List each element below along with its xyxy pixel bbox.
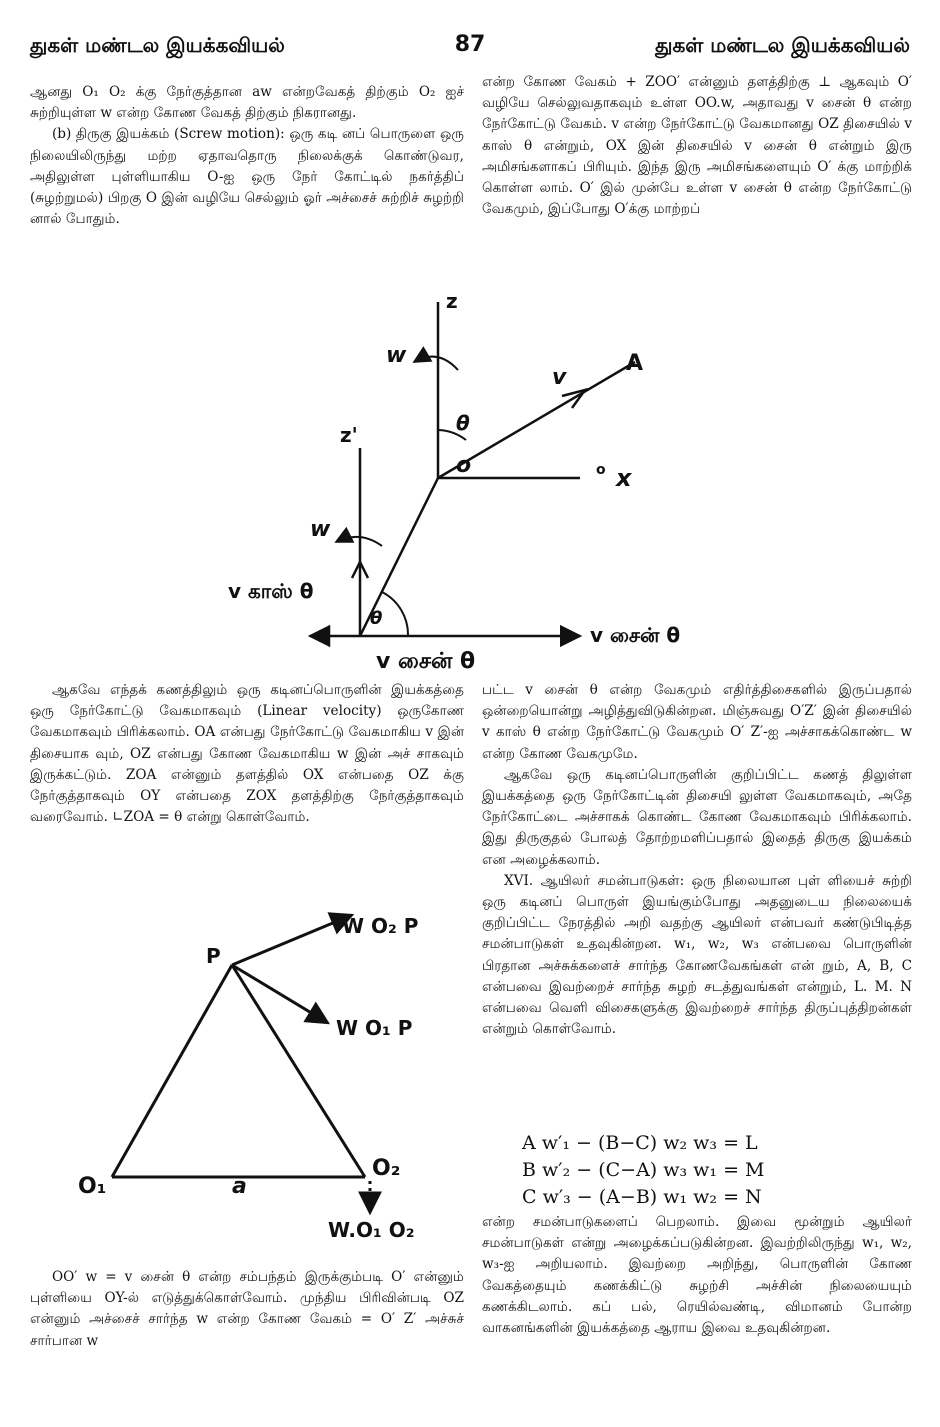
label-w-o1-o2: W.O₁ O₂: [328, 1218, 415, 1242]
label-theta-bottom: θ: [370, 608, 383, 629]
triangle-figure-svg: [60, 895, 450, 1250]
label-w-top: w: [386, 343, 407, 368]
running-header-right: துகள் மண்டல இயக்கவியல்: [655, 33, 910, 57]
right-column-mid: [482, 680, 912, 1040]
label-v-cos-theta: v காஸ் θ: [228, 579, 314, 603]
euler-equations: [522, 1130, 882, 1211]
label-a: A: [626, 351, 644, 376]
vector-w-o2-p: [232, 915, 352, 965]
side-p-o2: [232, 965, 365, 1177]
paragraph-screw-summary: ஆகவே ஒரு கடினப்பொருளின் குறிப்பிட்ட கணத் திலுள்ள இயக்கத்தை ஒரு நேர்கோட்டின் திசையி லுள்ள வேகமாகவும், அதே நேர்கோட்டை அச்சாகக் கொண்ட கோண வேகமாகவும் பிரிக்கலாம். இது திருகுதல் போலத் தோற்றமளிப்பதால் இதைத் திருகு இயக்கம் என அழைக்கலாம்.: [482, 766, 912, 868]
arc-theta-bottom: [382, 592, 408, 636]
label-v-sin-theta-right: v சைன் θ: [590, 623, 681, 647]
left-column-top: [30, 82, 464, 230]
vector-figure-svg: [228, 280, 740, 680]
label-p: P: [206, 944, 221, 968]
right-column-bottom: [482, 1212, 912, 1339]
side-o1-p: [112, 965, 232, 1177]
paragraph: பட்ட v சைன் θ என்ற வேகமும் எதிர்த்திசைகளில் இருப்பதால் ஒன்றையொன்று அழித்துவிடுகின்றன. மிஞ்சுவது O′Z′ இன் திசையில் v காஸ் θ என்ற நேர்கோட்டு வேகமும் O′ Z′-ஐ அச்சாகக்கொண்ட w என்ற கோண வேகமுமே.: [482, 682, 912, 762]
label-o1: O₁: [78, 1174, 107, 1199]
paragraph-euler-equations: XVI. ஆயிலர் சமன்பாடுகள்: ஒரு நிலையான புள் ளியைச் சுற்றி ஒரு கடினப் பொருள் இயங்கும்போது அதனுடைய நிலையைக் குறிப்பிட்ட நேரத்தில் அறி வதற்கு ஆயிலர் என்பவர் கண்டுபிடித்த சமன்பாடுகள் உதவுகின்றன. w₁, w₂, w₃ என்பவை பொருளின் பிரதான அச்சுக்களைச் சார்ந்த கோணவேகங்கள் என் றும், A, B, C என்பவை இவற்றைச் சார்ந்த சுழற் சடத்துவங்கள் என்றும், L. M. N என்பவை வெளி விசைகளுக்கு இவற்றைச் சார்ந்த திருப்புத்திறன்கள் என்றும் கொள்வோம்.: [482, 872, 912, 1038]
label-w-left: w: [310, 517, 331, 542]
equation-1: A w′₁ − (B−C) w₂ w₃ = L: [522, 1132, 758, 1154]
equation-2: B w′₂ − (C−A) w₃ w₁ = M: [522, 1159, 765, 1181]
page-number: 87: [454, 32, 486, 57]
equation-3: C w′₃ − (A−B) w₁ w₂ = N: [522, 1186, 762, 1208]
label-a: a: [232, 1174, 247, 1199]
label-v-sin-theta-bottom: v சைன் θ: [376, 649, 476, 674]
paragraph: என்ற சமன்பாடுகளைப் பெறலாம். இவை மூன்றும் ஆயிலர் சமன்பாடுகள் என்று அழைக்கப்படுகின்றன. இவற்றிலிருந்து w₁, w₂, w₃-ஐ அறியலாம். இவற்றை அறிந்து, பொருளின் கோண வேகத்தையும் கணக்கிட்டு சுழற்சி அச்சின் நிலையையும் கணக்கிடலாம். கப் பல், ரெயில்வண்டி, விமானம் போன்ற வாகனங்களின் இயக்கத்தை ஆராய இவை உதவுகின்றன.: [482, 1214, 912, 1337]
label-theta-top: θ: [456, 411, 470, 435]
label-o: o: [456, 453, 472, 478]
paragraph: ஆனது O₁ O₂ க்கு நேர்குத்தான aw என்றவேகத் திற்கும் O₂ ஐச் சுற்றியுள்ள w என்ற கோண வேகத் திற்கும் நிகரானது.: [30, 84, 464, 122]
label-w-o1-p: W O₁ P: [336, 1016, 413, 1040]
label-o2: O₂: [372, 1156, 401, 1181]
rotation-w-top: [414, 357, 458, 370]
label-o-small: o: [596, 462, 606, 478]
label-v: v: [552, 365, 567, 390]
label-z: z: [446, 289, 458, 313]
label-x: x: [616, 464, 632, 492]
right-column-top: [482, 72, 912, 220]
paragraph: OO′ w = v சைன் θ என்ற சம்பந்தம் இருக்கும்படி O′ என்னும் புள்ளியை OY-ல் எடுத்துக்கொள்வோம். முந்திய பிரிவின்படி OZ என்னும் அச்சைச் சார்ந்த w என்ற கோண வேகம் = O′ Z′ அச்சுச் சார்பான w: [30, 1269, 464, 1349]
triangle-velocity-figure: [60, 895, 450, 1250]
vector-w-o1-p: [232, 965, 328, 1023]
left-column-bottom: [30, 1267, 464, 1352]
paragraph: என்ற கோண வேகம் + ZOO′ என்னும் தளத்திற்கு ⊥ ஆகவும் O′ வழியே செல்லுவதாகவும் உள்ள OO.w, அதாவது v சைன் θ என்ற நேர்கோட்டு வேகம். v என்ற நேர்கோட்டு வேகமானது OZ திசையில் v காஸ் θ என்றும், OX இன் திசையில் v சைன் θ என்றும் இரு அமிசங்களாகப் பிரியும். இந்த இரு அமிசங்களையும் O′ க்கு மாற்றிக் கொள்ள லாம். O′ இல் முன்பே உள்ள v சைன் θ என்ற நேர்கோட்டு வேகமும், இப்போது O′க்கு மாற்றப்: [482, 74, 912, 218]
label-z-prime: z': [340, 423, 358, 447]
paragraph-linear-velocity: ஆகவே எந்தக் கணத்திலும் ஒரு கடினப்பொருளின் இயக்கத்தை ஒரு நேர்கோட்டு வேகமாகவும் (Linear velocity) ஒருகோண வேகமாகவும் பிரிக்கலாம். OA என்பது நேர்கோட்டு வேகமாகிய v இன் திசையாக வும், OZ என்பது கோண வேகமாகிய w இன் அச் சாகவும் இருக்கட்டும். ZOA என்னும் தளத்தில் OX என்பதை OZ க்கு நேர்குத்தாகவும் OY என்பதை ZOX தளத்திற்கு நேர்குத்தாகவும் வரைவோம். ∟ZOA = θ என்று கொள்வோம்.: [30, 682, 464, 826]
left-column-mid: [30, 680, 464, 828]
vector-decomposition-figure: [228, 280, 740, 680]
running-header-left: துகள் மண்டல இயக்கவியல்: [30, 33, 285, 57]
label-w-o2-p: W O₂ P: [342, 914, 419, 938]
paragraph-screw-motion: (b) திருகு இயக்கம் (Screw motion): ஒரு கடி னப் பொருளை ஒரு நிலையிலிருந்து மற்ற ஏதாவதொரு நிலைக்குக் கொண்டுவர, அதிலுள்ள புள்ளியாகிய O-ஐ ஒரு நேர் கோட்டில் நகர்த்திப் (சுழற்றுமல்) பிறகு O இன் வழியே செல்லும் ஓர் அச்சைச் சுற்றிச் சுழற்றி னால் போதும்.: [30, 126, 464, 228]
